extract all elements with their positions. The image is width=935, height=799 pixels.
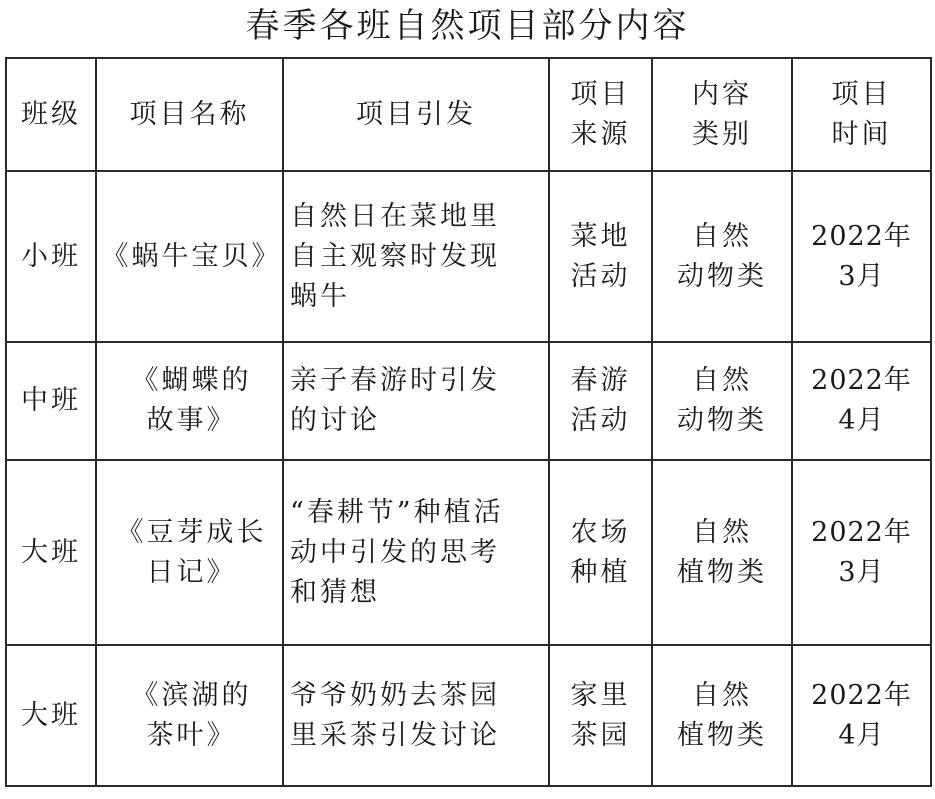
- cell-class: 大班: [6, 645, 96, 786]
- header-category: 内容 类别: [652, 58, 792, 171]
- cell-source: 农场 种植: [549, 460, 652, 645]
- table-header-row: [6, 58, 931, 171]
- table-row: [6, 171, 931, 342]
- cell-trigger: 自然日在菜地里 自主观察时发现 蜗牛: [283, 171, 549, 342]
- table-row: [6, 342, 931, 460]
- cell-class: 大班: [6, 460, 96, 645]
- cell-trigger: 亲子春游时引发 的讨论: [283, 342, 549, 460]
- table-row: [6, 645, 931, 786]
- cell-category: 自然 动物类: [652, 342, 792, 460]
- cell-class: 中班: [6, 342, 96, 460]
- header-class: 班级: [6, 58, 96, 171]
- cell-name: 《蝴蝶的 故事》: [96, 342, 283, 460]
- header-source: 项目 来源: [549, 58, 652, 171]
- page-title: 春季各班自然项目部分内容: [245, 6, 690, 46]
- cell-name: 《滨湖的 茶叶》: [96, 645, 283, 786]
- cell-time: 2022年 4月: [792, 342, 931, 460]
- header-trigger: 项目引发: [283, 58, 549, 171]
- cell-trigger: “春耕节”种植活 动中引发的思考 和猜想: [283, 460, 549, 645]
- cell-category: 自然 植物类: [652, 460, 792, 645]
- cell-category: 自然 动物类: [652, 171, 792, 342]
- projects-table: [5, 57, 932, 787]
- cell-class: 小班: [6, 171, 96, 342]
- header-name: 项目名称: [96, 58, 283, 171]
- cell-source: 家里 茶园: [549, 645, 652, 786]
- cell-source: 春游 活动: [549, 342, 652, 460]
- cell-name: 《豆芽成长 日记》: [96, 460, 283, 645]
- cell-source: 菜地 活动: [549, 171, 652, 342]
- cell-category: 自然 植物类: [652, 645, 792, 786]
- header-time: 项目 时间: [792, 58, 931, 171]
- cell-name: 《蜗牛宝贝》: [96, 171, 283, 342]
- cell-trigger: 爷爷奶奶去茶园 里采茶引发讨论: [283, 645, 549, 786]
- cell-time: 2022年 4月: [792, 645, 931, 786]
- cell-time: 2022年 3月: [792, 460, 931, 645]
- table-row: [6, 460, 931, 645]
- cell-time: 2022年 3月: [792, 171, 931, 342]
